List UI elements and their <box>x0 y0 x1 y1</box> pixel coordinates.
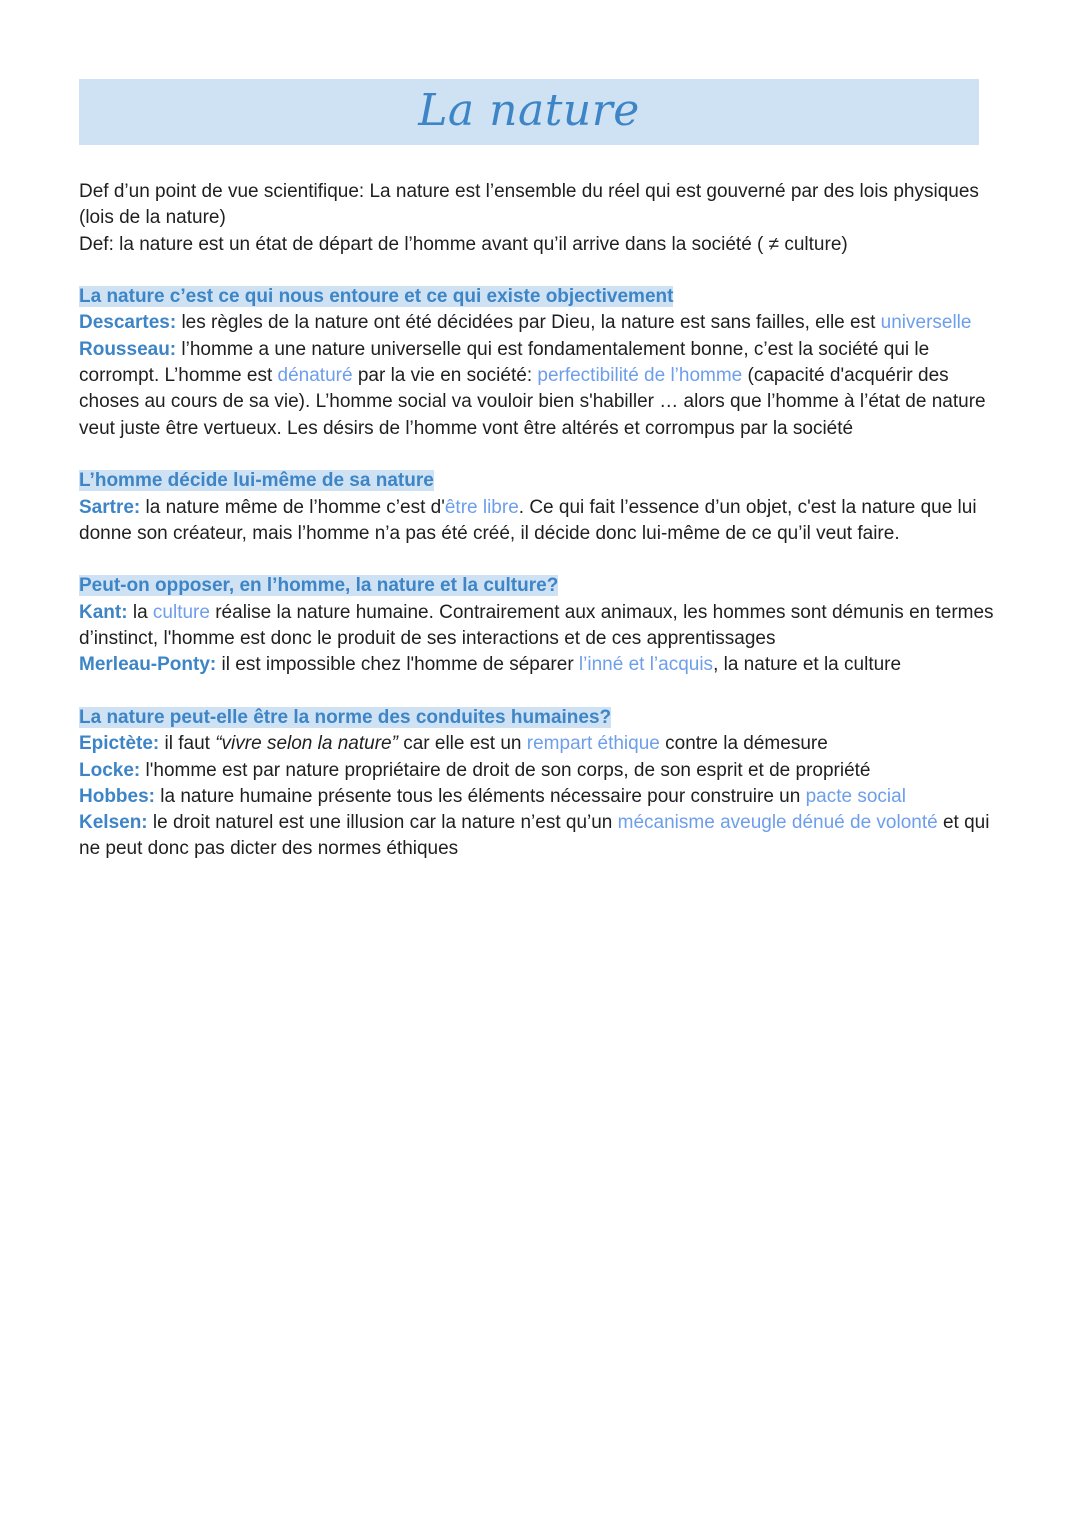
section-heading: La nature peut-elle être la norme des conduites humaines? <box>79 706 612 728</box>
philosopher-name: Descartes: <box>79 312 177 334</box>
document-body <box>79 179 1009 863</box>
section-4 <box>79 705 1009 731</box>
paragraph-rousseau <box>79 337 1009 442</box>
paragraph-epictete <box>79 731 1009 757</box>
paragraph-text: la <box>127 601 153 623</box>
philosopher-name: Kelsen: <box>79 812 148 834</box>
philosopher-name: Kant: <box>79 601 128 623</box>
quotation: “vivre selon la nature” <box>215 733 398 755</box>
highlighted-term: pacte social <box>805 785 906 807</box>
page-title: La nature <box>418 85 640 136</box>
section-heading: La nature c’est ce qui nous entoure et ce qui existe objectivement <box>79 286 674 308</box>
section-3 <box>79 573 1009 599</box>
paragraph-hobbes <box>79 784 1009 810</box>
section-heading: L’homme décide lui-même de sa nature <box>79 470 434 492</box>
paragraph-text: la nature même de l’homme c’est d' <box>140 496 445 518</box>
philosopher-name: Locke: <box>79 759 141 781</box>
paragraph-text: l’homme a une nature universelle qui est fondamentalement bonne, c’est la société qui le corrompt. L’homme est <box>79 338 930 387</box>
section-2 <box>79 468 1009 494</box>
philosopher-name: Merleau-Ponty: <box>79 654 217 676</box>
philosopher-name: Sartre: <box>79 496 141 518</box>
spacer <box>79 547 1009 573</box>
paragraph-text: la nature humaine présente tous les éléments nécessaire pour construire un <box>155 785 806 807</box>
spacer <box>79 679 1009 705</box>
paragraph-text: il faut <box>159 733 216 755</box>
highlighted-term: culture <box>152 601 210 623</box>
paragraph-kelsen <box>79 810 1009 863</box>
section-heading: Peut-on opposer, en l’homme, la nature et la culture? <box>79 575 559 597</box>
highlighted-term: rempart éthique <box>526 733 660 755</box>
paragraph-sartre <box>79 495 1009 548</box>
paragraph-descartes <box>79 310 1009 336</box>
paragraph-merleau-ponty <box>79 652 1009 678</box>
paragraph-text: réalise la nature humaine. Contrairement aux animaux, les hommes sont démunis en termes d’instinct, l'homme est donc le produit de ses interactions et de ces apprentissages <box>79 601 994 650</box>
section-1 <box>79 284 1009 310</box>
paragraph-text: l'homme est par nature propriétaire de droit de son corps, de son esprit et de propriété <box>140 759 871 781</box>
philosopher-name: Hobbes: <box>79 785 155 807</box>
paragraph-text: car elle est un <box>397 733 527 755</box>
paragraph-text: le droit naturel est une illusion car la nature n’est qu’un <box>147 812 618 834</box>
philosopher-name: Epictète: <box>79 733 160 755</box>
definition-state: Def: la nature est un état de départ de l’homme avant qu’il arrive dans la société ( ≠ culture) <box>79 233 848 255</box>
highlighted-term: dénaturé <box>277 365 353 387</box>
title-banner <box>79 79 979 145</box>
highlighted-term: être libre <box>444 496 519 518</box>
spacer <box>79 258 1009 284</box>
highlighted-term: universelle <box>880 312 972 334</box>
paragraph-kant <box>79 600 1009 653</box>
paragraph-text: contre la démesure <box>659 733 828 755</box>
paragraph-text: les règles de la nature ont été décidées par Dieu, la nature est sans failles, elle est <box>176 312 881 334</box>
paragraph-text: et qui ne peut donc pas dicter des normes éthiques <box>79 812 990 860</box>
paragraph-locke <box>79 758 1009 784</box>
spacer <box>79 442 1009 468</box>
definition-scientific: Def d’un point de vue scientifique: La nature est l’ensemble du réel qui est gouverné par des lois physiques (lois de la nature) <box>79 181 979 229</box>
highlighted-term: l’inné et l’acquis <box>578 654 714 676</box>
highlighted-term: mécanisme aveugle dénué de volonté <box>617 812 938 834</box>
paragraph-text: , la nature et la culture <box>713 654 902 676</box>
paragraph-text: par la vie en société: <box>352 365 538 387</box>
paragraph-text: (capacité d'acquérir des choses au cours de sa vie). L’homme social va vouloir bien s'habiller … alors que l’homme à l’état de nature veut juste être vertueux. Les désirs de l’homme vont être altérés et corrompus par la société <box>79 365 986 439</box>
paragraph-text: . Ce qui fait l’essence d’un objet, c'est la nature que lui donne son créateur, mais l’homme n’a pas été créé, il décide donc lui-même de ce qu’il veut faire. <box>79 496 977 544</box>
paragraph-text: il est impossible chez l'homme de séparer <box>216 654 579 676</box>
highlighted-term: perfectibilité de l’homme <box>537 365 743 387</box>
philosopher-name: Rousseau: <box>79 338 177 360</box>
